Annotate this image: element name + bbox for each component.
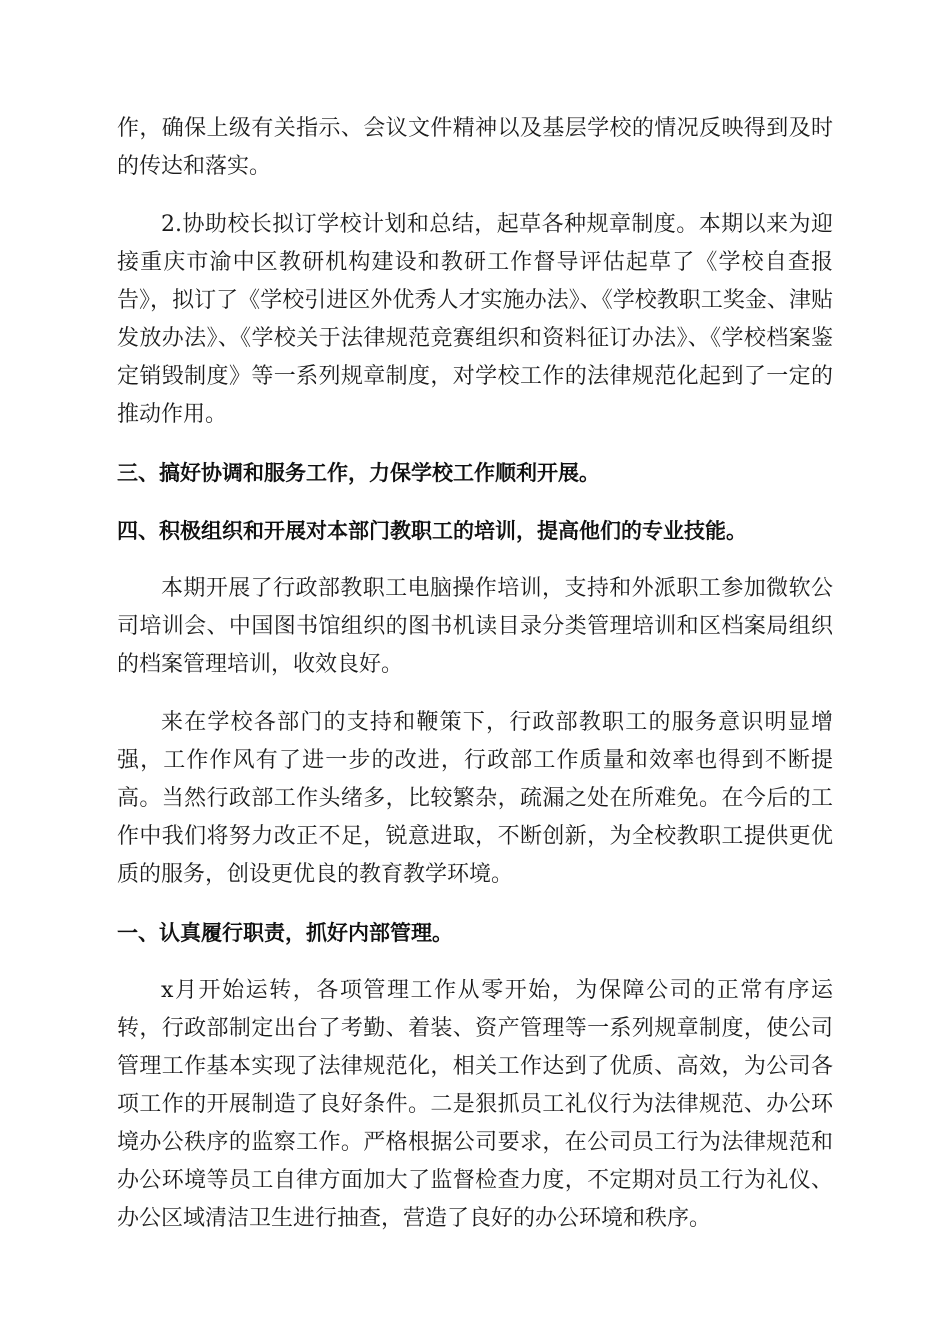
paragraph-management: x月开始运转，各项管理工作从零开始，为保障公司的正常有序运转，行政部制定出台了考勤、着装、资产管理等一系列规章制度，使公司管理工作基本实现了法律规范化，相关工作达到了优质、高效，为公司各项工作的开展制造了良好条件。二是狠抓员工礼仪行为法律规范、办公环境办公秩序的监察工作。严格根据公司要求，在公司员工行为法律规范和办公环境等员工自律方面加大了监督检查力度，不定期对员工行为礼仪、办公区域清洁卫生进行抽查，营造了良好的办公环境和秩序。 (117, 978, 833, 1231)
section-heading-4: 四、积极组织和开展对本部门教职工的培训，提高他们的专业技能。 (117, 519, 747, 543)
document-body (117, 110, 833, 1258)
section-heading-3: 三、搞好协调和服务工作，力保学校工作顺利开展。 (117, 461, 600, 485)
paragraph-summary: 来在学校各部门的支持和鞭策下，行政部教职工的服务意识明显增强，工作作风有了进一步的改进，行政部工作质量和效率也得到不断提高。当然行政部工作头绪多，比较繁杂，疏漏之处在所难免。在今后的工作中我们将努力改正不足，锐意进取，不断创新，为全校教职工提供更优质的服务，创设更优良的教育教学环境。 (117, 710, 833, 887)
paragraph-continuation: 作，确保上级有关指示、会议文件精神以及基层学校的情况反映得到及时的传达和落实。 (117, 116, 833, 179)
paragraph-training: 本期开展了行政部教职工电脑操作培训，支持和外派职工参加微软公司培训会、中国图书馆组织的图书机读目录分类管理培训和区档案局组织的档案管理培训，收效良好。 (117, 576, 833, 677)
paragraph-item-2: 2.协助校长拟订学校计划和总结，起草各种规章制度。本期以来为迎接重庆市渝中区教研机构建设和教研工作督导评估起草了《学校自查报告》，拟订了《学校引进区外优秀人才实施办法》、《学校教职工奖金、津贴发放办法》、《学校关于法律规范竞赛组织和资料征订办法》、《学校档案鉴定销毁制度》等一系列规章制度，对学校工作的法律规范化起到了一定的推动作用。 (117, 212, 833, 427)
section-heading-1: 一、认真履行职责，抓好内部管理。 (117, 921, 453, 945)
